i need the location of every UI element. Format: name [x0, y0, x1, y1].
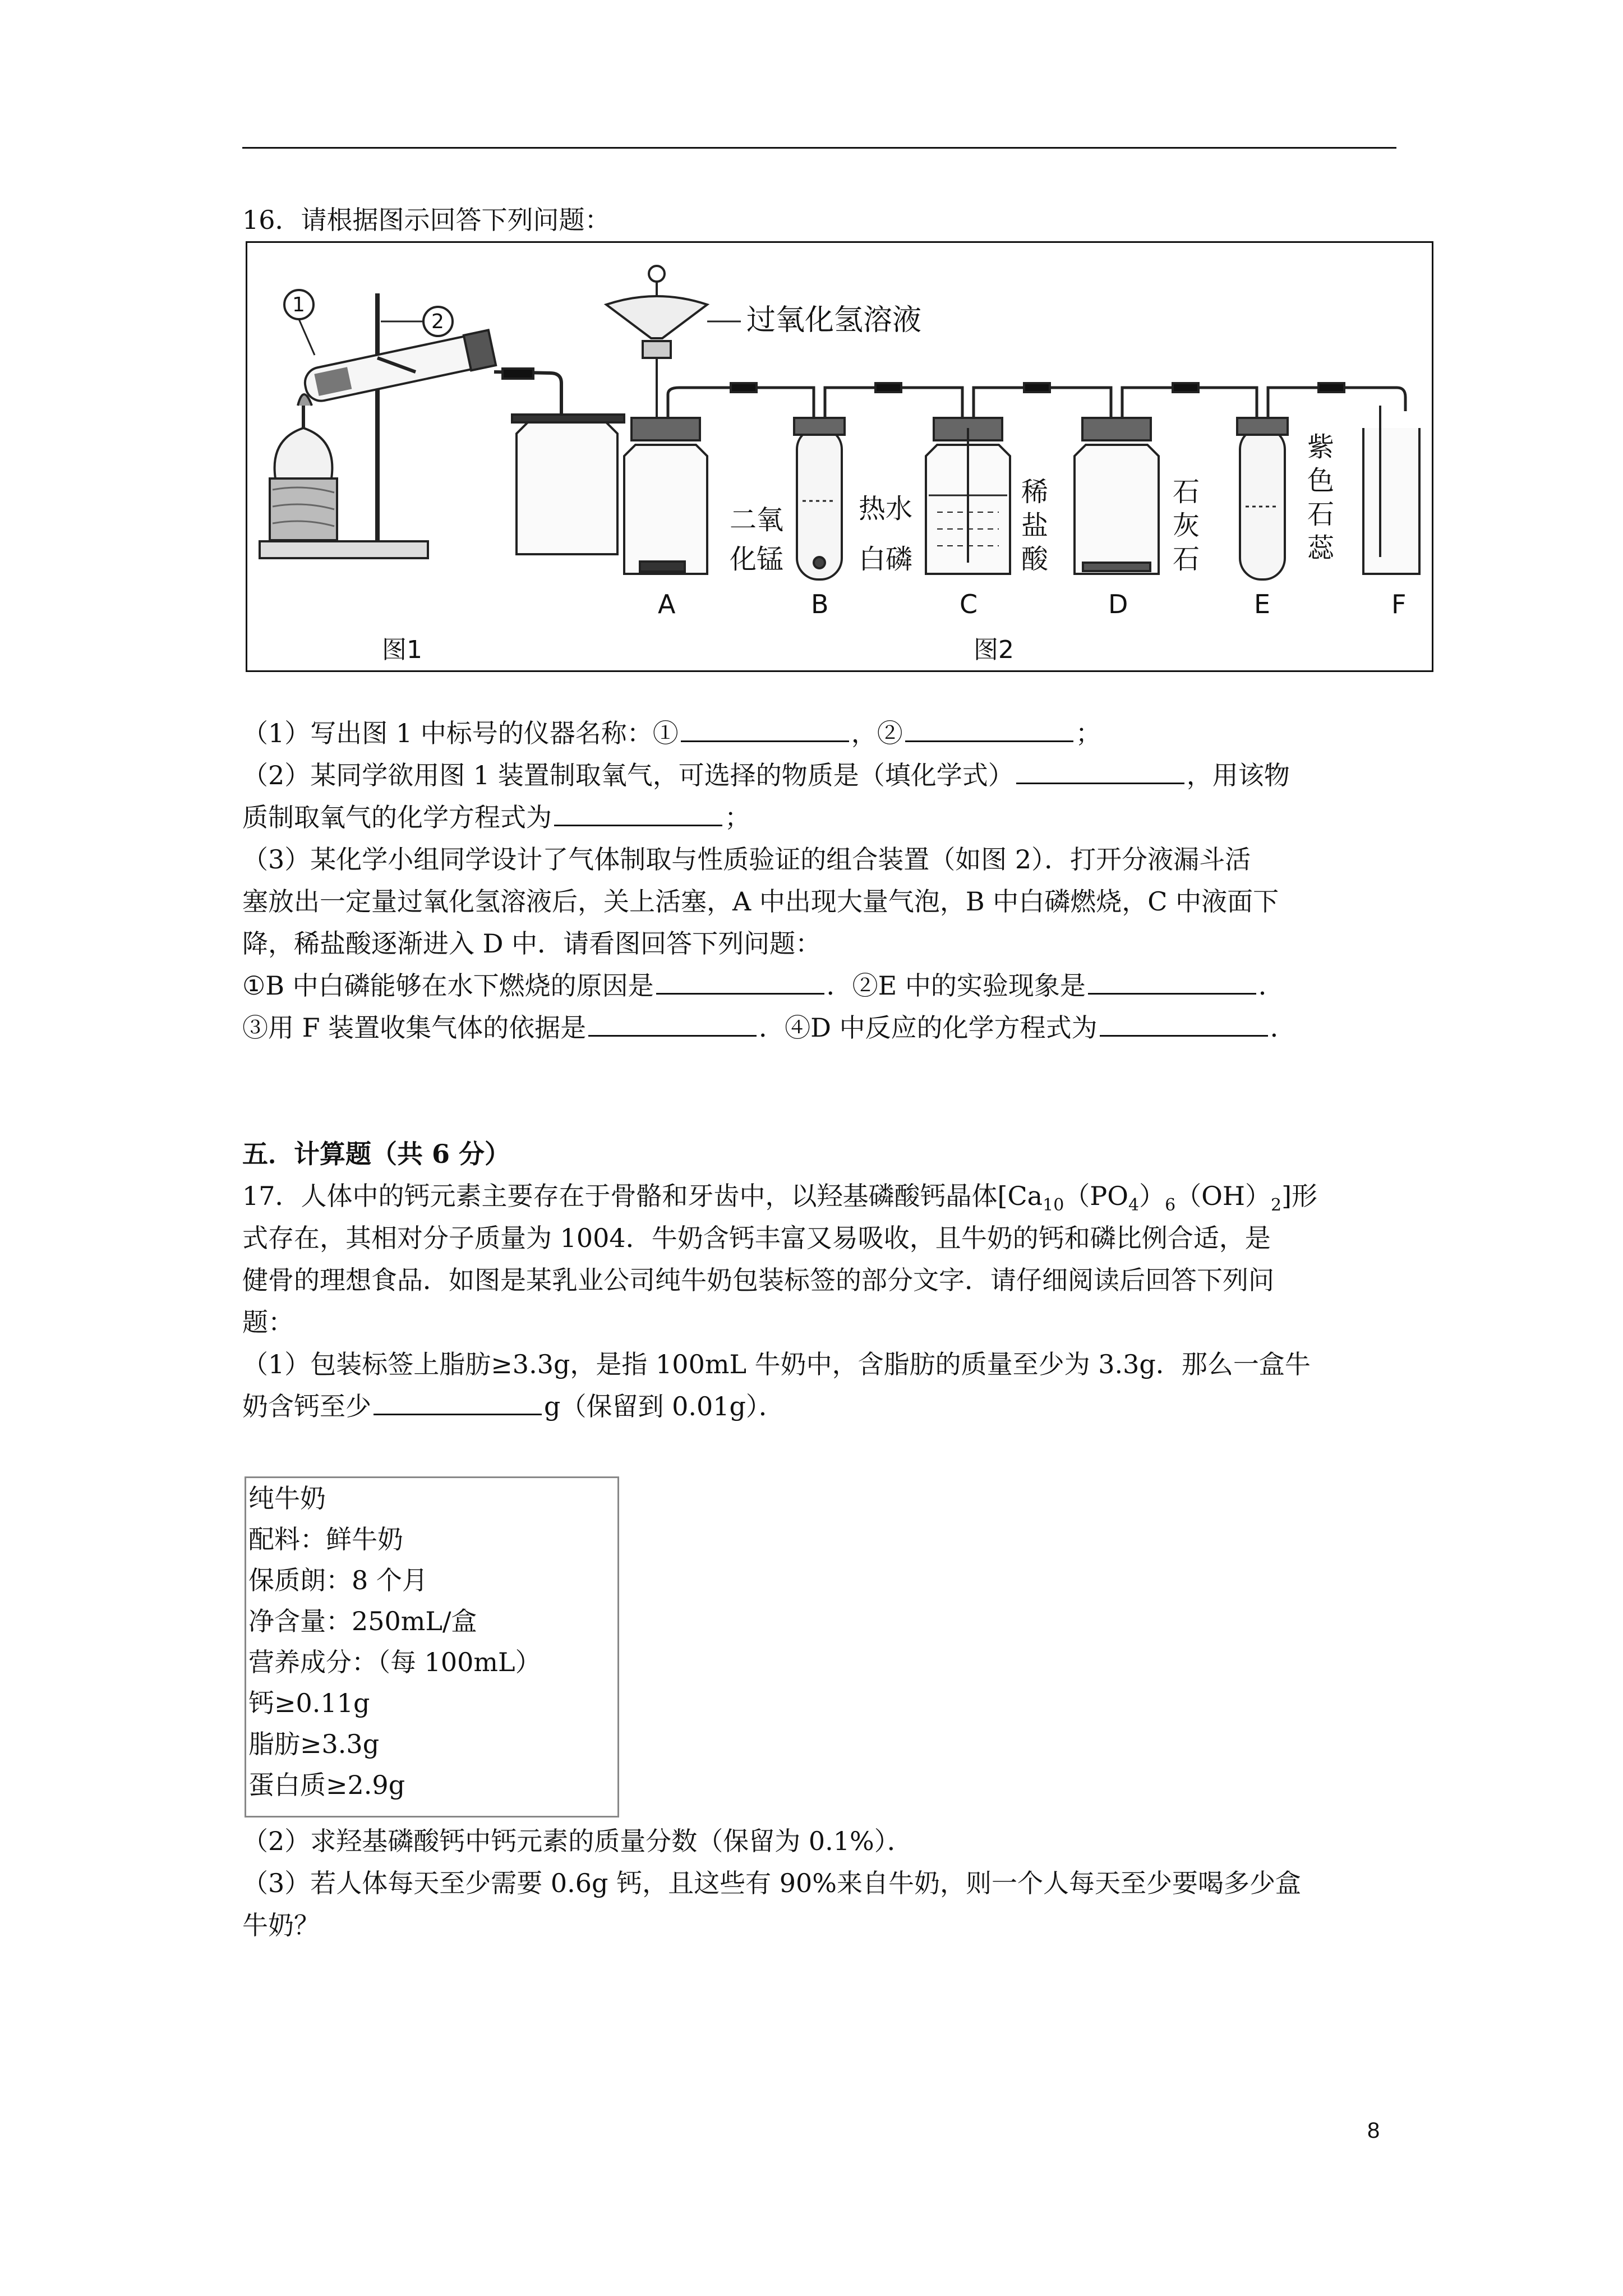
station-letter-a: A: [658, 589, 676, 619]
hcl-label-3: 酸: [1021, 544, 1049, 575]
q16-title: 16．请根据图示回答下列问题：: [242, 205, 611, 235]
svg-text:1: 1: [292, 293, 305, 316]
label-row: 脂肪≥3.3g: [248, 1729, 380, 1759]
answer-blank[interactable]: [554, 800, 722, 826]
station-letter-d: D: [1108, 589, 1128, 619]
milk-label-box: [245, 1476, 619, 1818]
answer-blank[interactable]: [656, 968, 824, 995]
station-letter-b: B: [811, 589, 829, 619]
q17-part3-line1: （3）若人体每天至少需要 0.6g 钙，且这些有 90%来自牛奶，则一个人每天至少要喝多少盒: [242, 1868, 1301, 1898]
q16-part3-line1: （3）某化学小组同学设计了气体制取与性质验证的组合装置（如图 2）．打开分液漏斗活: [242, 844, 1251, 875]
reagent-funnel-label: 过氧化氢溶液: [746, 303, 922, 337]
answer-blank[interactable]: [905, 716, 1073, 742]
figure1-apparatus: [260, 290, 624, 558]
limestone-label-3: 石: [1173, 544, 1200, 575]
answer-blank[interactable]: [1016, 758, 1184, 784]
label-row: 保质朗：8 个月: [248, 1565, 428, 1595]
q16-part3-line2: 塞放出一定量过氧化氢溶液后，关上活塞，A 中出现大量气泡，B 中白磷燃烧，C 中液面下: [242, 886, 1279, 917]
label-row: 纯牛奶: [248, 1483, 326, 1513]
figure2-apparatus: [606, 266, 1419, 579]
litmus-label-2: 色: [1307, 465, 1335, 496]
header-rule: [242, 147, 1396, 149]
svg-text:2: 2: [431, 310, 444, 333]
q17-part1-line2: 奶含钙至少 g（保留到 0.01g）．: [242, 1386, 785, 1427]
section-heading: 五．计算题（共 6 分）: [242, 1139, 511, 1169]
answer-blank[interactable]: [1088, 968, 1256, 995]
q16-part3-line3: 降，稀盐酸逐渐进入 D 中．请看图回答下列问题：: [242, 928, 822, 959]
q17-part1-line1: （1）包装标签上脂肪≥3.3g，是指 100mL 牛奶中，含脂肪的质量至少为 3.3g．那么一盒牛: [242, 1349, 1311, 1379]
label-row: 钙≥0.11g: [248, 1688, 370, 1718]
q17-line3: 健骨的理想食品．如图是某乳业公司纯牛奶包装标签的部分文字．请仔细阅读后回答下列问: [242, 1265, 1274, 1295]
label-row: 营养成分：（每 100mL）: [248, 1647, 541, 1677]
q16-part3-line4: ①B 中白磷能够在水下燃烧的原因是 ．②E 中的实验现象是 ．: [242, 965, 1284, 1006]
station-letter-f: F: [1391, 589, 1407, 619]
q16-part1: （1）写出图 1 中标号的仪器名称：① ，② ；: [242, 712, 1101, 754]
hcl-label-2: 盐: [1021, 510, 1049, 541]
litmus-label-3: 石: [1307, 499, 1335, 530]
label-row: 配料：鲜牛奶: [248, 1524, 403, 1554]
hot-water-label: 热水: [859, 493, 913, 524]
q16-part3-line5: ③用 F 装置收集气体的依据是 ．④D 中反应的化学方程式为 ．: [242, 1007, 1296, 1048]
page-number: 8: [1367, 2118, 1380, 2143]
answer-blank[interactable]: [681, 716, 849, 742]
litmus-label-1: 紫: [1307, 431, 1335, 463]
q17-line4: 题：: [242, 1307, 294, 1337]
answer-blank[interactable]: [588, 1010, 757, 1037]
label-row: 蛋白质≥2.9g: [248, 1770, 405, 1800]
q17-part2: （2）求羟基磷酸钙中钙元素的质量分数（保留为 0.1%）．: [242, 1826, 913, 1856]
q17-part3-line2: 牛奶？: [242, 1910, 320, 1940]
station-letter-e: E: [1254, 589, 1271, 619]
figure2-caption: 图2: [974, 636, 1014, 664]
limestone-label-1: 石: [1173, 476, 1200, 508]
q16-part2-line1: （2）某同学欲用图 1 装置制取氧气，可选择的物质是（填化学式） ，用该物: [242, 754, 1290, 796]
station-letter-c: C: [960, 589, 978, 619]
figure1-caption: 图1: [382, 636, 422, 664]
answer-blank[interactable]: [374, 1389, 542, 1415]
hcl-label-1: 稀: [1021, 476, 1049, 508]
litmus-label-4: 蕊: [1307, 532, 1335, 564]
answer-blank[interactable]: [1100, 1010, 1268, 1037]
limestone-label-2: 灰: [1173, 510, 1200, 541]
q17-line1: 17．人体中的钙元素主要存在于骨骼和牙齿中，以羟基磷酸钙晶体$[Ca_{10}(PO_4)_6(OH)_2]$形: [242, 1181, 1318, 1216]
label-row: 净含量：250mL/盒: [248, 1606, 477, 1636]
q16-part2-line2: 质制取氧气的化学方程式为 ；: [242, 797, 750, 838]
apparatus-figure: [246, 241, 1433, 672]
mno2-label-line1: 二氧: [730, 504, 784, 536]
mno2-label-line2: 化锰: [730, 544, 784, 575]
white-phosphorus-label: 白磷: [859, 544, 913, 575]
q17-line2: 式存在，其相对分子质量为 1004．牛奶含钙丰富又易吸收，且牛奶的钙和磷比例合适，是: [242, 1223, 1271, 1253]
